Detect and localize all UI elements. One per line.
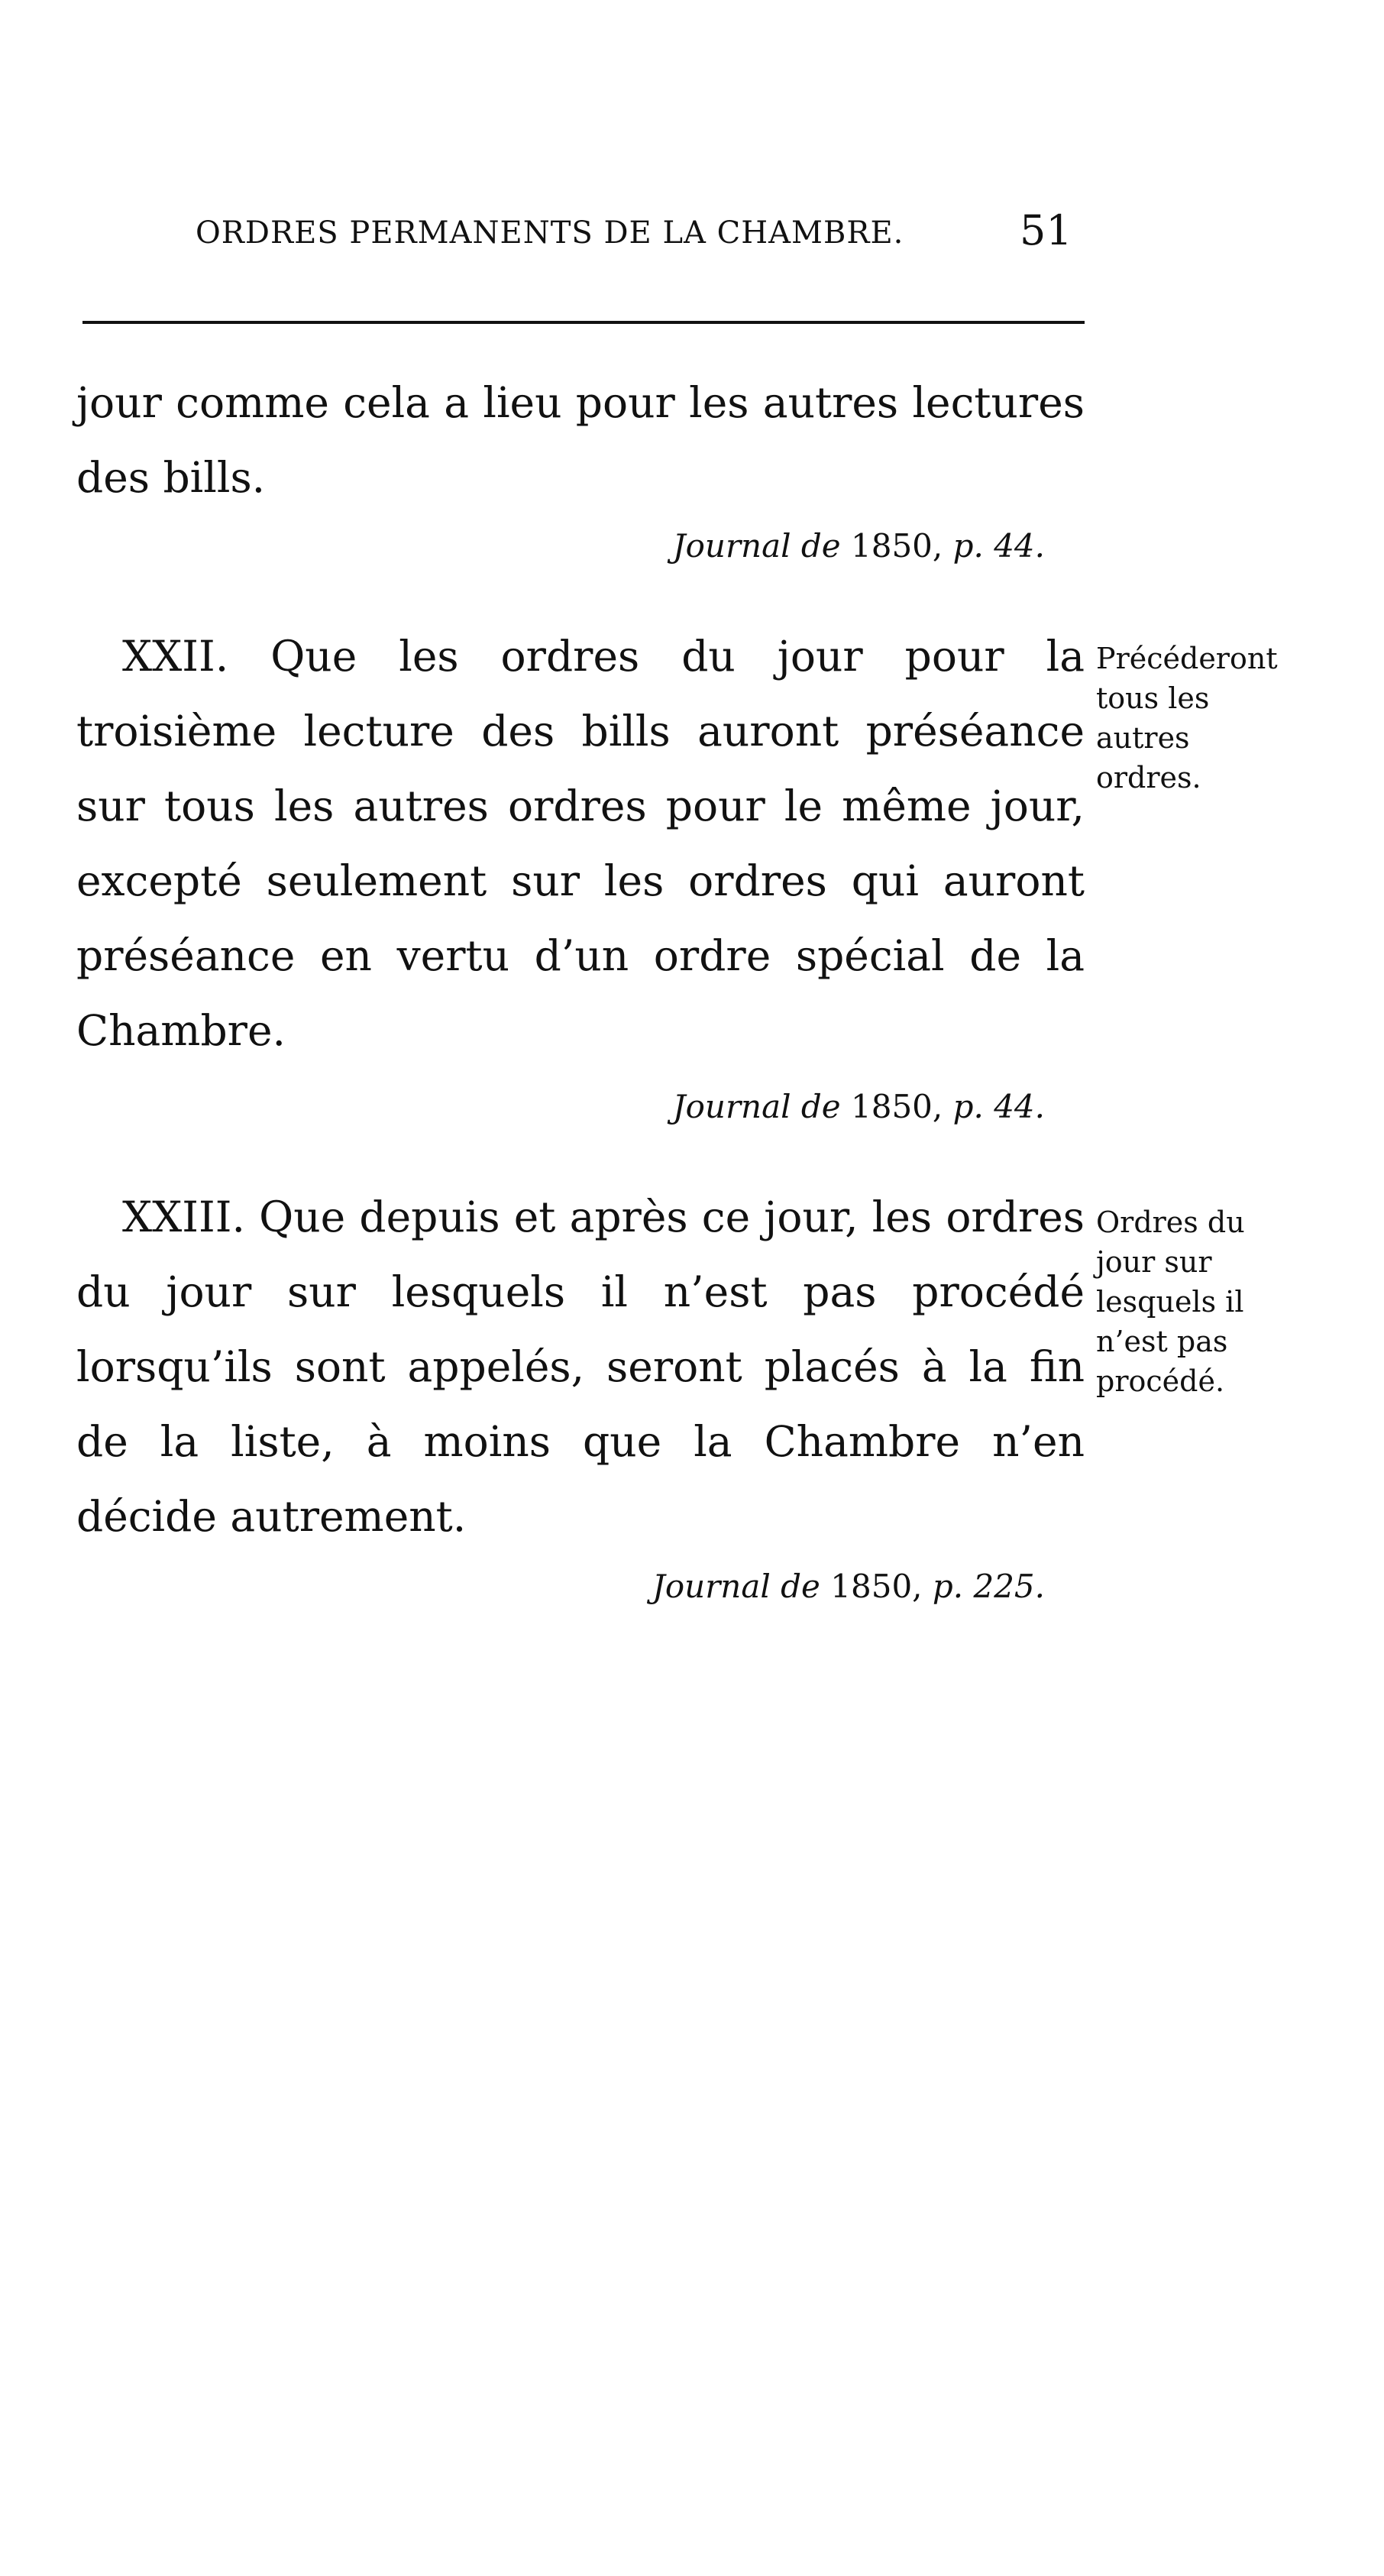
citation-page: p. 44. [952, 527, 1045, 565]
page-number: 51 [1020, 206, 1072, 254]
paragraph-text: Que depuis et après ce jour, les ordres du jour sur lesquels il n’est pas procédé lorsqu’ils sont appelés, seront placés à la fin de la liste, à moins que la Chambre n’en décide autrement. [76, 1193, 1085, 1541]
margin-note-xxii: Précéderont tous les autres ordres. [1096, 642, 1278, 794]
citation-page: p. 44. [952, 1088, 1045, 1125]
running-head: ORDRES PERMANENTS DE LA CHAMBRE. [196, 215, 904, 251]
citation [652, 1568, 1045, 1605]
rule-paragraph-xxiii [76, 1180, 1085, 1554]
citation-label: Journal de [672, 1088, 841, 1125]
citation-year: 1850, [851, 1088, 943, 1125]
citation-year: 1850, [851, 527, 943, 565]
citation-label: Journal de [672, 527, 841, 565]
citation [673, 1088, 1045, 1125]
citation-label: Journal de [652, 1568, 820, 1605]
rule-paragraph-xxii [76, 619, 1085, 1068]
citation-year: 1850, [830, 1568, 923, 1605]
paragraph-text: jour comme cela a lieu pour les autres lectures des bills. [76, 378, 1085, 502]
header-rule [82, 321, 1085, 324]
margin-note-xxiii: Ordres du jour sur lesquels il n’est pas procédé. [1096, 1205, 1245, 1398]
citation-page: p. 225. [932, 1568, 1045, 1605]
paragraph-text: Que les ordres du jour pour la troisième lecture des bills auront préséance sur tous les autres ordres pour le même jour, excepté seulement sur les ordres qui auront préséance en vertu d’un ordre spécial de la Chambre. [76, 632, 1085, 1055]
rule-numeral: XXIII. [122, 1193, 245, 1241]
citation [673, 527, 1045, 565]
continuation-paragraph [76, 365, 1085, 515]
rule-numeral: XXII. [122, 632, 229, 681]
